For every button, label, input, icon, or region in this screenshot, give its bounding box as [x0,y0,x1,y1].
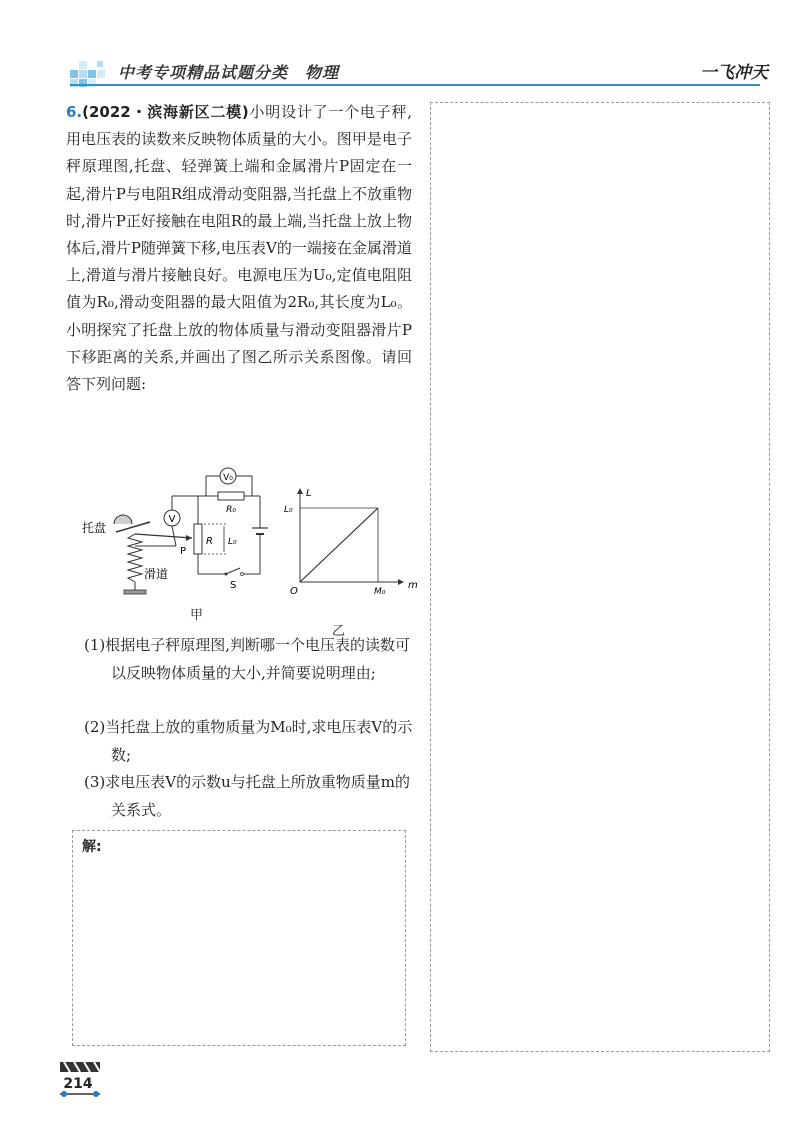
voltmeter-v-label: V [168,514,176,525]
r-label: R [206,536,213,547]
header-brand: 一飞冲天 [700,63,768,83]
x-axis-arrow [398,579,404,585]
x-tick-label: M₀ [374,587,386,597]
notes-panel [430,102,770,1052]
answer-label: 解: [82,839,102,855]
track-label: 滑道 [144,567,169,581]
question-source: (2022・滨海新区二模) [82,103,249,121]
p-label: P [180,546,187,557]
x-axis-label: m [408,580,418,591]
l0-label: L₀ [228,537,237,547]
voltmeter-v0-label: V₀ [223,473,233,483]
subquestion-3-text: (3)求电压表V的示数u与托盘上所放重物质量m的关系式。 [84,773,410,819]
question-body: 小明设计了一个电子秤,用电压表的读数来反映物体质量的大小。图甲是电子秤原理图,托盘、轻弹簧上端和金属滑片P固定在一起,滑片P与电阻R组成滑动变阻器,当托盘上不放重物时,滑片P正好接触在电阻R的最上端,当托盘上放上物体后,滑片P随弹簧下移,电压表V的一端接在金属滑道上,滑道与滑片接触良好。电源电压为U₀,定值电阻阻值为R₀,滑动变阻器的最大阻值为2R₀,其长度为L₀。小明探究了托盘上放的物体质量与滑动变阻器滑片P下移距离的关系,并画出了图乙所示关系图像。请回答下列问题: [66,103,412,394]
header-rule [70,84,760,86]
subquestion-3 [84,769,414,824]
page-number: 214 [63,1076,93,1092]
question-number: 6. [66,103,83,121]
y-tick-label: L₀ [284,505,293,515]
origin-label: O [290,586,298,597]
tray-icon [114,515,132,524]
answer-box[interactable] [72,830,406,1046]
series-line [300,508,378,582]
y-axis-arrow [297,488,303,494]
header-title: 中考专项精品试题分类 物理 [118,63,340,82]
subquestion-1-text: (1)根据电子秤原理图,判断哪一个电压表的读数可以反映物体质量的大小,并简要说明理由; [84,636,411,682]
r0-label: R₀ [226,505,236,515]
figure-b-caption: 乙 [332,624,346,639]
figure-a-caption: 甲 [190,608,204,623]
subquestion-1 [84,632,414,687]
mass-distance-graph [282,486,418,598]
tray-label: 托盘 [82,521,107,535]
switch-label: S [230,580,237,591]
question-text [66,99,412,398]
subquestion-2-text: (2)当托盘上放的重物质量为M₀时,求电压表V的示数; [84,718,413,764]
y-axis-label: L [306,488,312,499]
circuit-diagram [80,462,290,602]
subquestion-2 [84,714,414,769]
